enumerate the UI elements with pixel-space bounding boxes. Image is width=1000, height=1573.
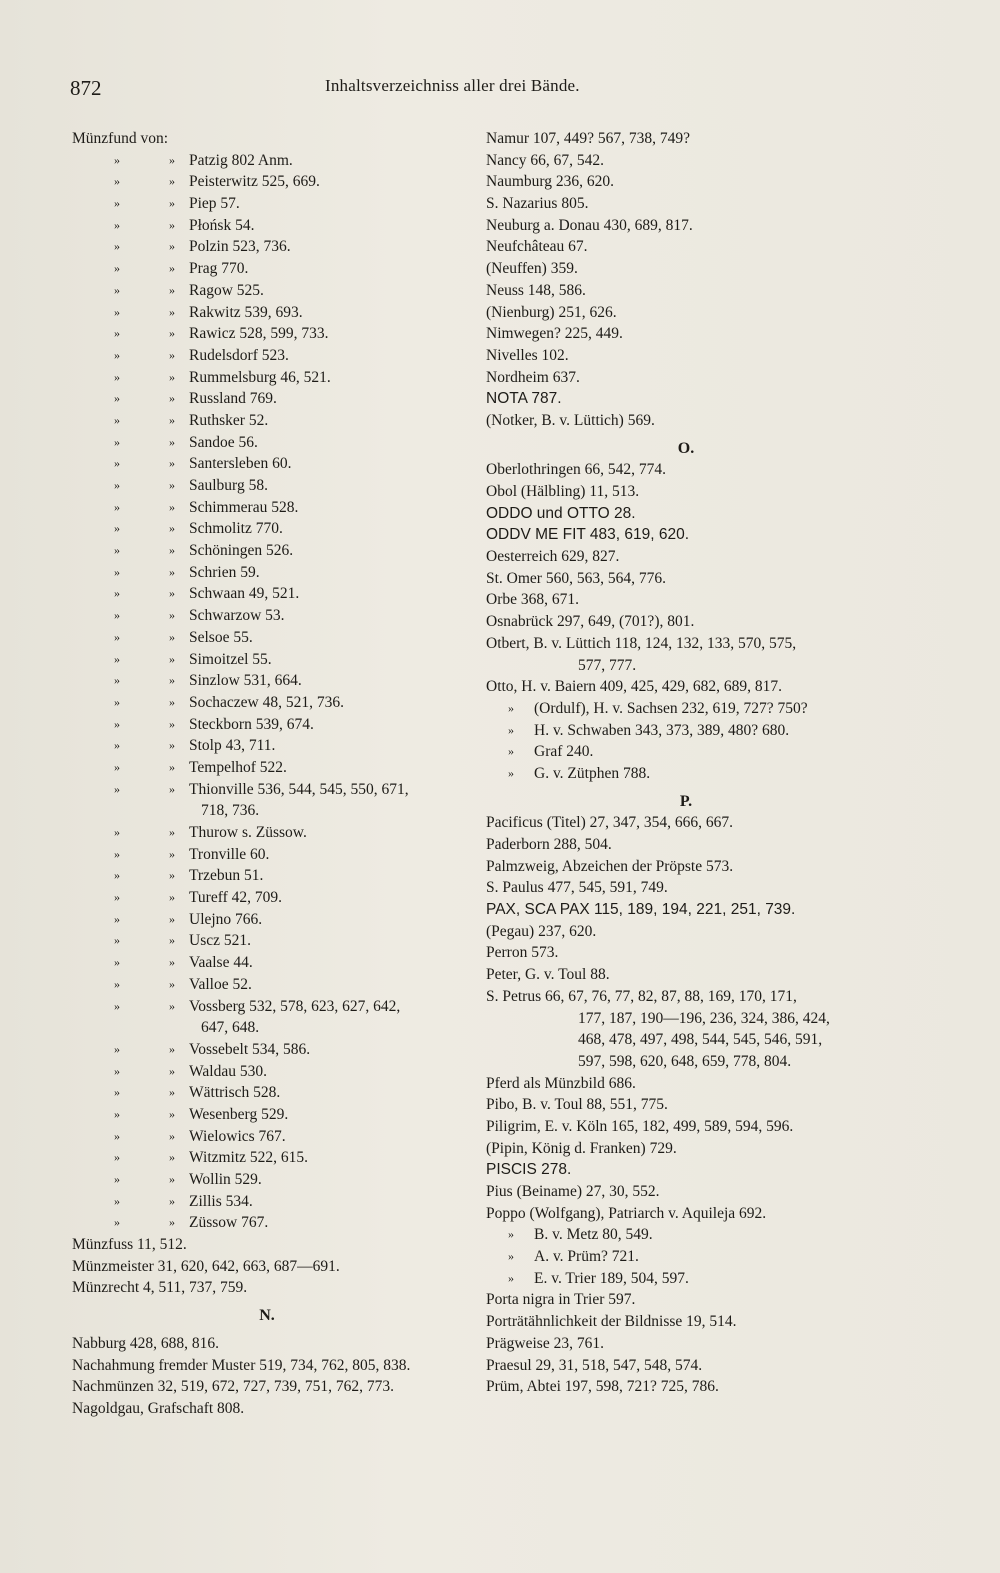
index-entry: Naumburg 236, 620. xyxy=(486,173,615,191)
sub-entry-text: Thionville 536, 544, 545, 550, 671, xyxy=(189,780,409,798)
index-entry: Prägweise 23, 761. xyxy=(486,1334,604,1352)
sub-entry xyxy=(72,258,472,280)
index-entry: Oesterreich 629, 827. xyxy=(486,548,620,566)
sub-entry-text: Ragow 525. xyxy=(189,281,264,299)
sub-entry xyxy=(72,670,472,692)
ditto-mark: » » xyxy=(114,388,120,410)
sub-entry: G. v. Zütphen 788. » xyxy=(486,763,906,785)
sub-entry-text: Thurow s. Züssow. xyxy=(189,824,307,841)
ditto-mark: » » xyxy=(114,865,120,887)
sub-entry-text: Witzmitz 522, 615. xyxy=(189,1149,309,1167)
ditto-mark: » » xyxy=(114,562,120,584)
running-title: Inhaltsverzeichniss aller drei Bände. xyxy=(325,76,580,95)
ditto-mark: » » xyxy=(114,583,120,605)
index-entry: Osnabrück 297, 649, (701?), 801. xyxy=(486,613,695,631)
ditto-mark: » xyxy=(169,846,175,861)
ditto-mark: » xyxy=(169,304,175,319)
ditto-mark: » » xyxy=(114,714,120,736)
ditto-mark: » xyxy=(508,700,514,715)
page-number: 872 xyxy=(70,76,102,100)
entry-continuation: 577, 777. xyxy=(578,656,637,674)
ditto-mark: » xyxy=(169,478,175,492)
sub-entry-text: Russland 769. xyxy=(189,390,277,408)
ditto-mark: » xyxy=(169,1193,175,1208)
sub-entry xyxy=(72,1061,472,1083)
index-entry: Paderborn 288, 504. xyxy=(486,836,612,853)
sub-entry xyxy=(72,540,472,562)
ditto-mark: » » xyxy=(114,236,120,258)
ditto-mark: » xyxy=(169,1215,175,1230)
ditto-mark: » » xyxy=(114,952,120,974)
sub-entry: (Ordulf), H. v. Sachsen 232, 619, 727? 750? » xyxy=(486,698,906,720)
index-entry: Perron 573. xyxy=(486,944,559,962)
sub-entry xyxy=(72,692,472,714)
sub-entry xyxy=(72,909,472,931)
index-entry: Pferd als Münzbild 686. xyxy=(486,1074,636,1092)
ditto-mark: » xyxy=(169,1041,175,1056)
index-entry: Namur 107, 449? 567, 738, 749? xyxy=(486,130,691,147)
index-entry: (Pipin, König d. Franken) 729. xyxy=(486,1139,677,1157)
sub-entry xyxy=(72,345,472,367)
ditto-mark: » xyxy=(169,738,175,753)
ditto-mark: » » xyxy=(114,497,120,519)
sub-entry xyxy=(72,930,472,952)
sub-entry-text: Wollin 529. xyxy=(189,1171,262,1188)
index-entry: Poppo (Wolfgang), Patriarch v. Aquileja 692. xyxy=(486,1204,767,1222)
sub-entry-text: Polzin 523, 736. xyxy=(189,238,291,256)
entry-list-n xyxy=(72,1333,472,1420)
entry-continuation: 597, 598, 620, 648, 659, 778, 804. xyxy=(578,1052,792,1070)
ditto-mark: » xyxy=(169,890,175,905)
index-entry: (Notker, B. v. Lüttich) 569. xyxy=(486,411,655,429)
ditto-mark: » » xyxy=(114,1039,120,1061)
index-entry: Nachmünzen 32, 519, 672, 727, 739, 751, 762, 773. xyxy=(72,1378,395,1396)
ditto-mark: » xyxy=(169,694,175,709)
index-entry: Obol (Hälbling) 11, 513. xyxy=(486,483,640,500)
ditto-mark: » » xyxy=(114,453,120,475)
sub-entry xyxy=(72,1212,472,1234)
ditto-mark: » » xyxy=(114,844,120,866)
sub-entry xyxy=(72,388,472,410)
ditto-mark: » » xyxy=(114,887,120,909)
sub-entry xyxy=(72,952,472,974)
index-entry: Münzmeister 31, 620, 642, 663, 687—691. xyxy=(72,1257,340,1275)
ditto-mark: » » xyxy=(114,974,120,996)
index-entry: PAX, SCA PAX 115, 189, 194, 221, 251, 739. xyxy=(486,901,796,919)
sub-entry xyxy=(72,887,472,909)
index-entry: Palmzweig, Abzeichen der Pröpste 573. xyxy=(486,857,734,875)
ditto-mark: » » xyxy=(114,670,120,692)
sub-entry-text: Schwarzow 53. xyxy=(189,607,285,625)
ditto-mark: » xyxy=(508,722,514,737)
sub-entry-text: Schöningen 526. xyxy=(189,542,294,560)
index-entry: Nabburg 428, 688, 816. xyxy=(72,1334,219,1352)
entry-list-o xyxy=(486,459,906,784)
ditto-mark: » » xyxy=(114,757,120,779)
ditto-mark: » » xyxy=(114,367,120,389)
ditto-mark: » xyxy=(169,543,175,558)
sub-entry-text: Trzebun 51. xyxy=(189,867,264,885)
ditto-mark: » xyxy=(169,629,175,644)
index-entry: Nivelles 102. xyxy=(486,346,569,364)
sub-entry-text: Steckborn 539, 674. xyxy=(189,715,314,733)
ditto-mark: » » xyxy=(114,475,120,497)
sub-entry xyxy=(72,323,472,345)
ditto-mark: » xyxy=(169,1106,175,1121)
ditto-mark: » xyxy=(169,586,175,601)
ditto-mark: » » xyxy=(114,258,120,280)
sub-entry-continuation: 647, 648. xyxy=(201,1019,260,1037)
sub-entry xyxy=(72,822,472,844)
ditto-mark: » xyxy=(169,911,175,926)
ditto-mark: » » xyxy=(114,302,120,324)
ditto-mark: » xyxy=(169,456,175,471)
sub-entry xyxy=(72,649,472,671)
sub-entry: Graf 240. » xyxy=(486,741,906,763)
ditto-mark: » xyxy=(169,781,175,796)
index-entry: NOTA 787. xyxy=(486,390,562,408)
sub-entry xyxy=(72,367,472,389)
sub-entry-text: Tempelhof 522. xyxy=(189,758,287,776)
sub-entry xyxy=(72,1191,472,1213)
entry-continuation: 177, 187, 190—196, 236, 324, 386, 424, xyxy=(578,1009,830,1027)
sub-entry xyxy=(72,1039,472,1061)
ditto-mark: » xyxy=(508,1270,514,1285)
sub-entry-text: Wielowics 767. xyxy=(189,1127,286,1145)
ditto-mark: » xyxy=(169,868,175,883)
sub-entry-text: Ruthsker 52. xyxy=(189,411,269,429)
index-entry: S. Petrus 66, 67, 76, 77, 82, 87, 88, 169, 170, 171, xyxy=(486,987,797,1005)
sub-entry xyxy=(72,193,472,215)
section-heading-n: N. xyxy=(259,1307,275,1325)
index-entry: PISCIS 278. xyxy=(486,1161,572,1179)
sub-entry xyxy=(72,583,472,605)
ditto-mark: » » xyxy=(114,1104,120,1126)
index-entry: Otto, H. v. Baiern 409, 425, 429, 682, 689, 817. xyxy=(486,678,783,696)
ditto-mark: » » xyxy=(114,1126,120,1148)
ditto-mark: » xyxy=(169,347,175,362)
ditto-mark: » » xyxy=(114,1082,120,1104)
sub-entry-text: Schmolitz 770. xyxy=(189,520,283,538)
entry-list-n-cont xyxy=(486,128,906,432)
sub-entry-text: Wättrisch 528. xyxy=(189,1084,281,1102)
ditto-mark: » xyxy=(169,825,175,839)
sub-entry xyxy=(72,150,472,172)
ditto-mark: » xyxy=(169,152,175,167)
index-entry: Münzrecht 4, 511, 737, 759. xyxy=(72,1279,248,1297)
sub-entry-text: Płońsk 54. xyxy=(189,216,255,234)
sub-entry-text: Züssow 767. xyxy=(189,1214,269,1232)
index-entry: Pacificus (Titel) 27, 347, 354, 666, 667. xyxy=(486,814,733,832)
ditto-mark: » xyxy=(169,998,175,1013)
ditto-mark: » xyxy=(169,196,175,211)
ditto-mark: » xyxy=(508,765,514,780)
ditto-mark: » » xyxy=(114,1191,120,1213)
ditto-mark: » xyxy=(169,1128,175,1143)
sub-entry xyxy=(72,497,472,519)
ditto-mark: » » xyxy=(114,410,120,432)
ditto-mark: » » xyxy=(114,280,120,302)
ditto-mark: » xyxy=(169,521,175,536)
section-heading-p: P. xyxy=(679,792,693,810)
sub-entry xyxy=(72,779,472,801)
sub-entry xyxy=(72,1104,472,1126)
ditto-mark: » » xyxy=(114,345,120,367)
ditto-mark: » » xyxy=(114,1147,120,1169)
sub-entry: E. v. Trier 189, 504, 597. » xyxy=(486,1268,906,1290)
sub-entry xyxy=(72,605,472,627)
index-entry: Münzfuss 11, 512. xyxy=(72,1236,187,1254)
sub-entry-text: Vossberg 532, 578, 623, 627, 642, xyxy=(189,997,401,1015)
sub-entry-continuation: 718, 736. xyxy=(201,802,260,820)
ditto-mark: » » xyxy=(114,909,120,931)
sub-entry-text: Prag 770. xyxy=(189,260,249,278)
sub-entry-text: Santersleben 60. xyxy=(189,455,292,473)
index-entry-head: Münzfund von: xyxy=(72,130,169,147)
sub-entry xyxy=(72,1126,472,1148)
index-entry: Oberlothringen 66, 542, 774. xyxy=(486,461,666,479)
ditto-mark: » » xyxy=(114,540,120,562)
sub-entry xyxy=(72,518,472,540)
sub-entry xyxy=(72,562,472,584)
entry-list-p xyxy=(486,812,906,1398)
ditto-mark: » xyxy=(169,282,175,297)
sub-entry-text: Selsoe 55. xyxy=(189,628,253,646)
ditto-mark: » » xyxy=(114,518,120,540)
ditto-mark: » xyxy=(169,1172,175,1186)
sub-entry-text: Schwaan 49, 521. xyxy=(189,585,300,603)
sub-entry-text: Rummelsburg 46, 521. xyxy=(189,368,331,386)
ditto-mark: » xyxy=(169,391,175,406)
entry-list xyxy=(72,1234,472,1299)
ditto-mark: » » xyxy=(114,692,120,714)
sub-entry-text: Wesenberg 529. xyxy=(189,1105,289,1123)
sub-entry-text: Rawicz 528, 599, 733. xyxy=(189,325,329,343)
ditto-mark: » xyxy=(169,564,175,579)
ditto-mark: » xyxy=(169,1150,175,1165)
index-entry: Nordheim 637. xyxy=(486,368,580,386)
ditto-mark: » xyxy=(169,326,175,341)
index-entry: Nagoldgau, Grafschaft 808. xyxy=(72,1399,245,1417)
sub-entry-text: Simoitzel 55. xyxy=(189,650,272,668)
sub-entry xyxy=(72,865,472,887)
index-entry: Neufchâteau 67. xyxy=(486,238,588,256)
sub-entry-text: Saulburg 58. xyxy=(189,477,268,494)
sub-entry-text: Schrien 59. xyxy=(189,563,260,581)
sub-entry xyxy=(72,302,472,324)
sub-entry xyxy=(72,215,472,237)
ditto-mark: » » xyxy=(114,605,120,627)
ditto-mark: » xyxy=(169,673,175,688)
index-entry: Pius (Beiname) 27, 30, 552. xyxy=(486,1183,660,1200)
sub-entry-text: Sinzlow 531, 664. xyxy=(189,672,302,690)
ditto-mark: » xyxy=(169,217,175,232)
right-column xyxy=(486,128,906,1398)
sub-entry-text: Vossebelt 534, 586. xyxy=(189,1040,311,1058)
sub-entry-text: Patzig 802 Anm. xyxy=(189,151,293,169)
sub-entry xyxy=(72,735,472,757)
sub-entry: B. v. Metz 80, 549. » xyxy=(486,1224,906,1246)
ditto-mark: » » xyxy=(114,930,120,952)
ditto-mark: » » xyxy=(114,171,120,193)
sub-entry-text: Valloe 52. xyxy=(189,975,252,993)
ditto-mark: » » xyxy=(114,215,120,237)
ditto-mark: » xyxy=(169,174,175,189)
index-entry: St. Omer 560, 563, 564, 776. xyxy=(486,569,666,587)
sub-entry xyxy=(72,432,472,454)
ditto-mark: » » xyxy=(114,1061,120,1083)
ditto-mark: » » xyxy=(114,193,120,215)
index-entry: Peter, G. v. Toul 88. xyxy=(486,966,610,984)
sub-entry-text: Rakwitz 539, 693. xyxy=(189,303,303,321)
sub-entry-text: Uscz 521. xyxy=(189,932,251,950)
sub-entry-list xyxy=(72,150,472,1234)
index-entry: S. Nazarius 805. xyxy=(486,195,589,213)
index-entry: ODDO und OTTO 28. xyxy=(486,504,636,522)
sub-entry xyxy=(72,757,472,779)
sub-entry xyxy=(72,974,472,996)
sub-entry xyxy=(72,453,472,475)
sub-entry xyxy=(72,627,472,649)
ditto-mark: » xyxy=(508,1227,514,1242)
index-entry: Porträtähnlichkeit der Bildnisse 19, 514. xyxy=(486,1313,737,1331)
sub-entry: A. v. Prüm? 721. » xyxy=(486,1246,906,1268)
sub-entry xyxy=(72,996,472,1018)
sub-entry: H. v. Schwaben 343, 373, 389, 480? 680. » xyxy=(486,720,906,742)
sub-entry-text: Tronville 60. xyxy=(189,845,270,863)
ditto-mark: » xyxy=(169,651,175,666)
ditto-mark: » » xyxy=(114,735,120,757)
sub-entry-text: Ulejno 766. xyxy=(189,910,263,928)
index-entry: Nimwegen? 225, 449. xyxy=(486,325,623,343)
ditto-mark: » xyxy=(508,744,514,759)
index-entry: Neuss 148, 586. xyxy=(486,281,586,299)
section-heading-o: O. xyxy=(677,439,695,457)
index-entry: Nachahmung fremder Muster 519, 734, 762, 805, 838. xyxy=(72,1356,411,1374)
index-entry: S. Paulus 477, 545, 591, 749. xyxy=(486,879,668,897)
left-column xyxy=(72,128,472,1420)
page-header xyxy=(0,76,1000,106)
ditto-mark: » xyxy=(169,369,175,384)
ditto-mark: » xyxy=(169,434,175,449)
ditto-mark: » xyxy=(169,1063,175,1078)
sub-entry xyxy=(72,714,472,736)
ditto-mark: » xyxy=(169,239,175,254)
sub-entry-text: Schimmerau 528. xyxy=(189,498,299,516)
ditto-mark: » xyxy=(169,955,175,970)
ditto-mark: » » xyxy=(114,1169,120,1191)
ditto-mark: » xyxy=(169,261,175,276)
index-entry: (Neuffen) 359. xyxy=(486,260,578,278)
entry-continuation: 468, 478, 497, 498, 544, 545, 546, 591, xyxy=(578,1031,823,1049)
index-entry: Otbert, B. v. Lüttich 118, 124, 132, 133, 570, 575, xyxy=(486,634,797,652)
ditto-mark: » xyxy=(508,1249,514,1264)
sub-entry xyxy=(72,171,472,193)
index-entry: (Nienburg) 251, 626. xyxy=(486,303,617,321)
sub-entry xyxy=(72,236,472,258)
index-entry: Nancy 66, 67, 542. xyxy=(486,151,604,169)
ditto-mark: » » xyxy=(114,996,120,1018)
ditto-mark: » xyxy=(169,608,175,623)
index-entry: Praesul 29, 31, 518, 547, 548, 574. xyxy=(486,1356,703,1374)
ditto-mark: » » xyxy=(114,822,120,844)
ditto-mark: » xyxy=(169,933,175,948)
sub-entry xyxy=(72,475,472,497)
ditto-mark: » » xyxy=(114,649,120,671)
sub-entry xyxy=(72,410,472,432)
sub-entry xyxy=(72,844,472,866)
ditto-mark: » xyxy=(169,716,175,731)
index-entry: Porta nigra in Trier 597. xyxy=(486,1291,636,1309)
index-entry: Prüm, Abtei 197, 598, 721? 725, 786. xyxy=(486,1378,719,1396)
sub-entry-text: Waldau 530. xyxy=(189,1062,267,1080)
sub-entry-text: Tureff 42, 709. xyxy=(189,889,283,907)
index-entry: Pibo, B. v. Toul 88, 551, 775. xyxy=(486,1096,668,1114)
ditto-mark: » » xyxy=(114,1212,120,1234)
sub-entry xyxy=(72,280,472,302)
ditto-mark: » » xyxy=(114,779,120,801)
ditto-mark: » » xyxy=(114,627,120,649)
index-entry: ODDV ME FIT 483, 619, 620. xyxy=(486,526,690,544)
sub-entry-text: Zillis 534. xyxy=(189,1192,253,1210)
sub-entry-text: Vaalse 44. xyxy=(189,954,253,972)
sub-entry-text: Piep 57. xyxy=(189,195,240,213)
ditto-mark: » xyxy=(169,976,175,991)
ditto-mark: » xyxy=(169,1085,175,1100)
ditto-mark: » xyxy=(169,759,175,774)
sub-entry-text: Sochaczew 48, 521, 736. xyxy=(189,693,344,711)
sub-entry-text: Rudelsdorf 523. xyxy=(189,346,289,364)
ditto-mark: » » xyxy=(114,432,120,454)
sub-entry xyxy=(72,1169,472,1191)
index-entry: (Pegau) 237, 620. xyxy=(486,922,597,940)
ditto-mark: » xyxy=(169,499,175,514)
ditto-mark: » » xyxy=(114,323,120,345)
sub-entry xyxy=(72,1147,472,1169)
sub-entry-text: Stolp 43, 711. xyxy=(189,737,276,755)
ditto-mark: » xyxy=(169,412,175,427)
index-entry: Orbe 368, 671. xyxy=(486,591,579,609)
sub-entry xyxy=(72,1082,472,1104)
index-entry: Piligrim, E. v. Köln 165, 182, 499, 589, 594, 596. xyxy=(486,1117,794,1135)
ditto-mark: » » xyxy=(114,150,120,172)
sub-entry-text: Sandoe 56. xyxy=(189,433,258,451)
sub-entry-text: Peisterwitz 525, 669. xyxy=(189,173,320,191)
index-entry: Neuburg a. Donau 430, 689, 817. xyxy=(486,216,693,234)
